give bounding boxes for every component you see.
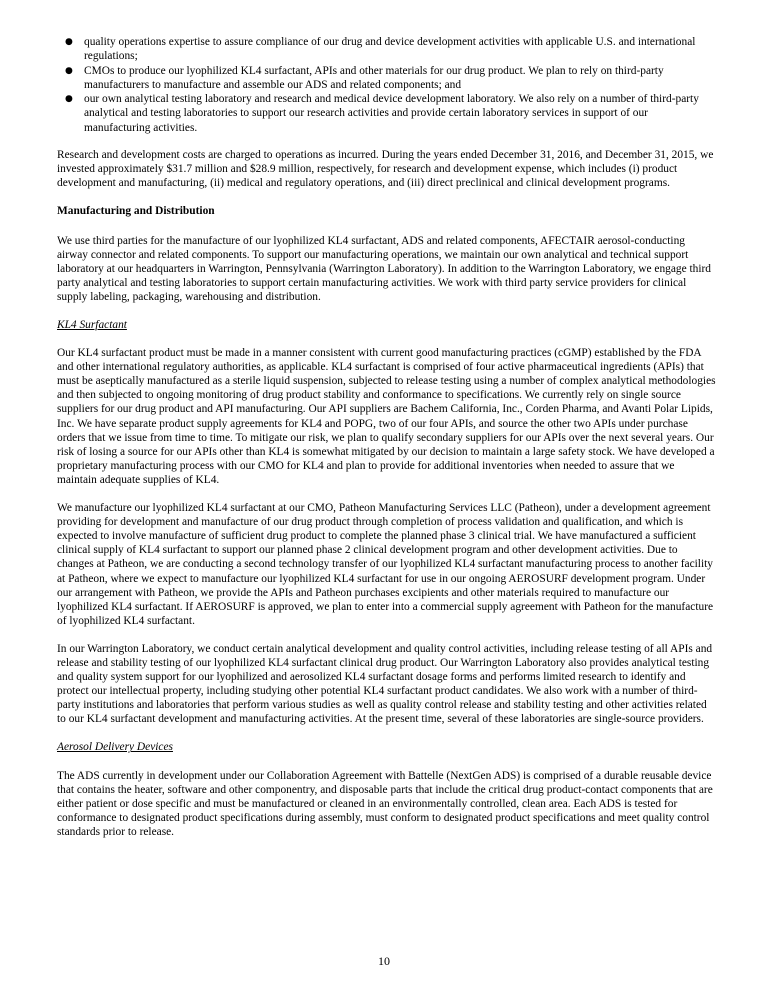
- bullet-dot-icon: ●: [65, 37, 73, 47]
- page-number: 10: [378, 954, 390, 968]
- bullet-item: ● our own analytical testing laboratory and research and medical device development laboratory. We also rely on a number of third-party analytical and testing laboratories to support our research activities and provide certain laboratory services in support of our manufacturing activities.: [65, 93, 699, 134]
- aerosol-devices-subheading: Aerosol Delivery Devices: [57, 741, 173, 754]
- manufacturing-heading: Manufacturing and Distribution: [57, 205, 215, 218]
- document-page: [57, 35, 717, 853]
- kl4-paragraph-patheon: We manufacture our lyophilized KL4 surfactant at our CMO, Patheon Manufacturing Services LLC (Patheon), under a development agreement providing for development and manufacture of our drug product through completion of process validation and qualification, and which is expected to involve manufacture of sufficient drug product to complete the planned phase 3 clinical trial. We have manufactured a sufficient clinical supply of KL4 surfactant to support our planned phase 2 clinical development program and other development activities. Due to changes at Patheon, we are conducting a second technology transfer of our lyophilized KL4 surfactant manufacturing process to another facility at Patheon, where we expect to manufacture our lyophilized KL4 surfactant for use in our ongoing AEROSURF development program. Under our arrangement with Patheon, we provide the APIs and Patheon purchases excipients and other materials required to manufacture our lyophilized KL4 surfactant. If AEROSURF is approved, we plan to enter into a commercial supply agreement with Patheon for the manufacture of lyophilized KL4 surfactant.: [57, 502, 714, 627]
- kl4-paragraph-laboratory: In our Warrington Laboratory, we conduct certain analytical development and quality control activities, including release testing of all APIs and release and stability testing of our lyophilized KL4 surfactant clinical drug product. Our Warrington Laboratory also provides analytical testing and quality system support for our lyophilized and aerosolized KL4 surfactant dosage forms and performs limited research to identify and protect our intellectual property, including studying other potential KL4 surfactant product candidates. We also work with a number of third-party institutions and laboratories that perform various studies as well as quality control release and stability testing and other activities related to our KL4 surfactant development and manufacturing activities. At the present time, several of these laboratories are single-source providers.: [57, 642, 713, 726]
- bullet-item: ● quality operations expertise to assure compliance of our drug and device development activities with applicable U.S. and international regulations;: [65, 36, 696, 63]
- kl4-paragraph-cgmp: Our KL4 surfactant product must be made in a manner consistent with current good manufacturing practices (cGMP) established by the FDA and other international regulatory authorities, as applicable. KL4 surfactant is comprised of four active pharmaceutical ingredients (APIs) that must be aseptically manufactured as a sterile liquid suspension, subjected to release testing using a number of complex analytical methodologies and then subjected to ongoing monitoring of drug product stability and conformance to specifications. We currently rely on single source suppliers for our drug product and API manufacturing. Our API suppliers are Bachem California, Inc., Corden Pharma, and Avanti Polar Lipids, Inc. We have separate product supply agreements for KL4 and POPG, two of our four APIs, and source the other two APIs under purchase orders that we issue from time to time. To mitigate our risk, we plan to qualify secondary suppliers for our APIs over the next several years. Our risk of losing a source for our APIs other than KL4 is somewhat mitigated by our decision to maintain a large safety stock. We have developed a proprietary manufacturing process with our CMO for KL4 and plan to provide for additional inventories when needed to assure that we maintain adequate supplies of KL4.: [57, 347, 716, 486]
- bullet-dot-icon: ●: [65, 94, 73, 105]
- kl4-surfactant-subheading: KL4 Surfactant: [57, 319, 127, 331]
- manufacturing-paragraph: We use third parties for the manufacture of our lyophilized KL4 surfactant, ADS and related components, AFECTAIR aerosol-conducting airway connector and related components. To support our manufacturing operations, we maintain our own analytical and technical support laboratory at our headquarters in Warrington, Pennsylvania (Warrington Laboratory). In addition to the Warrington Laboratory, we engage third party analytical and testing laboratories to support certain manufacturing activities. We work with third party service providers for clinical supply labeling, packaging, warehousing and distribution.: [57, 234, 712, 303]
- bullet-dot-icon: ●: [65, 65, 73, 76]
- aerosol-paragraph: The ADS currently in development under our Collaboration Agreement with Battelle (NextGen ADS) is comprised of a durable reusable device that contains the heater, software and other componentry, and disposable parts that include the critical drug product-contact components that are either patient or dose specific and must be manufactured or cleaned in an environmentally controlled, clean area. Each ADS is tested for conformance to designated product specifications during assembly, must conform to designated product specifications and meet quality control standards prior to release.: [57, 769, 713, 838]
- bullet-item: ● CMOs to produce our lyophilized KL4 surfactant, APIs and other materials for our drug product. We plan to rely on third-party manufacturers to manufacture and assemble our ADS and related components; and: [65, 64, 664, 91]
- capabilities-bullet-list: [57, 35, 717, 135]
- rd-costs-paragraph: Research and development costs are charged to operations as incurred. During the years ended December 31, 2016, and December 31, 2015, we invested approximately $31.7 million and $28.9 million, respectively, for research and development expense, which includes (i) product development and manufacturing, (ii) medical and regulatory operations, and (iii) direct preclinical and clinical development programs.: [57, 149, 714, 190]
